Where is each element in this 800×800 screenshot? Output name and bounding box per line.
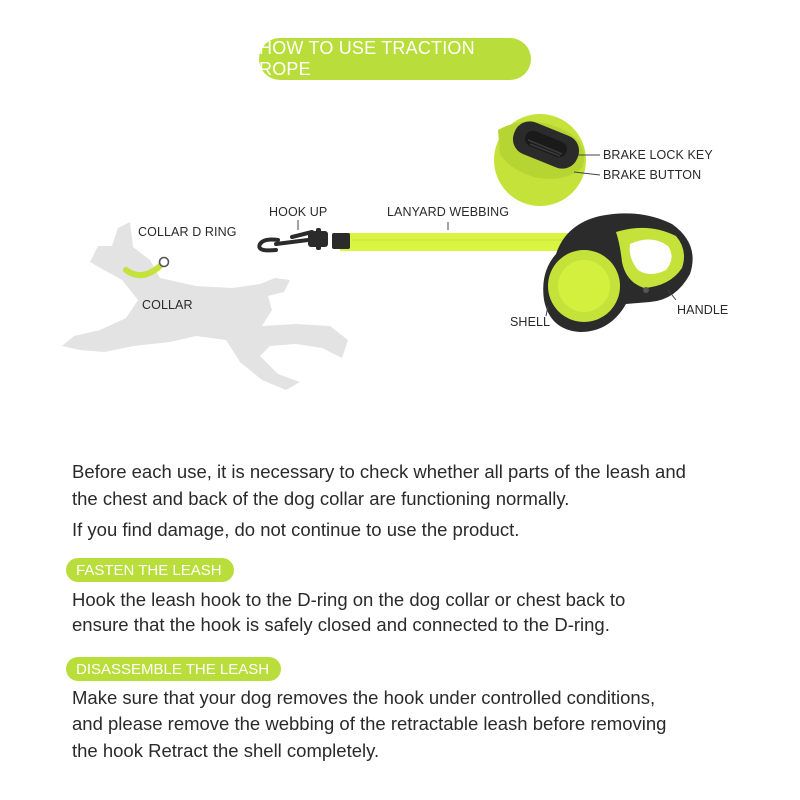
- webbing-stopper: [332, 233, 350, 249]
- fasten-line-2: ensure that the hook is safely closed and connected to the D-ring.: [72, 614, 610, 635]
- label-collar: COLLAR: [142, 298, 193, 312]
- dog-silhouette: [62, 222, 348, 390]
- label-handle: HANDLE: [677, 303, 729, 317]
- hook: [259, 232, 312, 250]
- intro-line-2: the chest and back of the dog collar are functioning normally.: [72, 488, 570, 509]
- hook-clamp-ring: [316, 228, 321, 250]
- disassemble-line-1: Make sure that your dog removes the hook under controlled conditions,: [72, 687, 656, 708]
- disassemble-section-title: DISASSEMBLE THE LEASH: [66, 657, 281, 681]
- intro-line-1: Before each use, it is necessary to check whether all parts of the leash and: [72, 461, 686, 482]
- disassemble-line-3: the hook Retract the shell completely.: [72, 740, 380, 761]
- fasten-line-1: Hook the leash hook to the D-ring on the dog collar or chest back to: [72, 589, 626, 610]
- label-collar-d-ring: COLLAR D RING: [138, 225, 237, 239]
- label-brake-button: BRAKE BUTTON: [603, 168, 702, 182]
- label-lanyard-webbing: LANYARD WEBBING: [387, 205, 510, 219]
- label-shell: SHELL: [510, 315, 551, 329]
- brake-detail-inset: [494, 114, 586, 206]
- lanyard-webbing: [340, 233, 580, 251]
- label-brake-lock-key: BRAKE LOCK KEY: [603, 148, 713, 162]
- retractable-device: [543, 213, 692, 332]
- intro-line-3: If you find damage, do not continue to use the product.: [72, 519, 520, 540]
- label-hook-up: HOOK UP: [269, 205, 328, 219]
- disassemble-line-2: and please remove the webbing of the retractable leash before removing: [72, 713, 667, 734]
- collar-d-ring: [160, 258, 169, 267]
- title-pill: HOW TO USE TRACTION ROPE: [259, 38, 531, 80]
- fasten-section-title: FASTEN THE LEASH: [66, 558, 234, 582]
